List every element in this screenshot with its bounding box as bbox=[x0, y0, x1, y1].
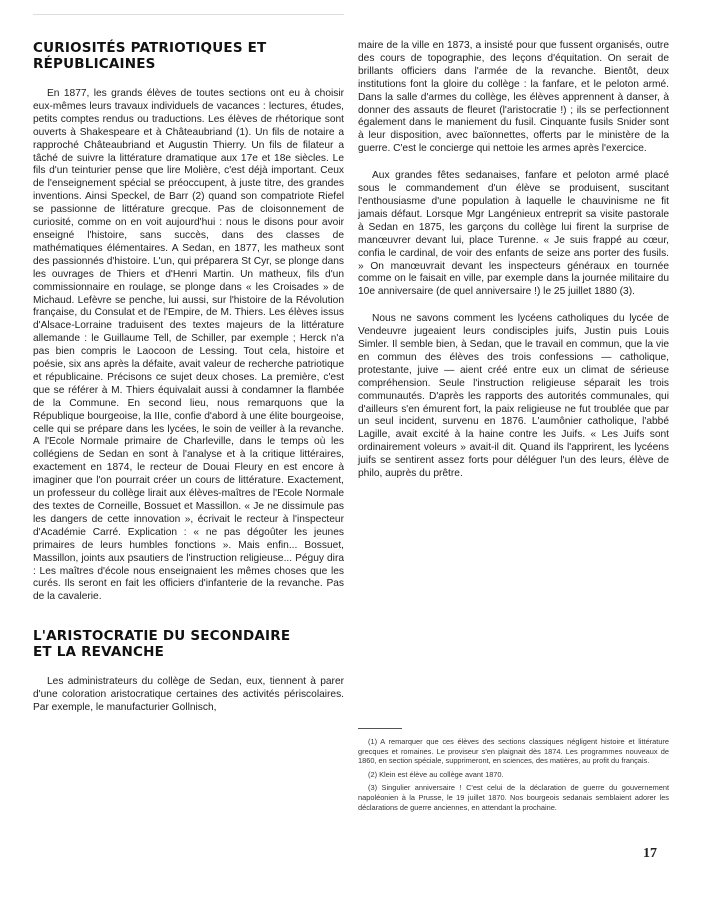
page-number: 17 bbox=[643, 846, 657, 861]
section-heading-2-line-2: ET LA REVANCHE bbox=[33, 644, 165, 661]
paragraph-gap bbox=[358, 156, 669, 170]
left-paragraph-1: En 1877, les grands élèves de toutes sections ont eu à choisir eux-mêmes leurs travaux individuels de vacances : lectures, études, petits comptes rendus ou traductions. Les élèves de rhétorique sont ouverts à Shakespeare et à Châteaubriand (1). Un fils de notaire a rapproché Châteaubriand et Augustin Thierry. Un fils de filateur a tâché de suivre la littérature dramatique aux 17e et 18e siècles. Le fils d'un teinturier pense que lire Molière, c'est déjà important. Ceux de l'enseignement spécial se préoccupent, à juste titre, des grandes inventions. Ainsi Speckel, de Barr (2) quand son compatriote Riefel se passionne de littérature grecque. Pas de cloisonnement de curiosité, comme on en voit aujourd'hui : nous le disons pour avoir enseigné l'histoire, sans succès, dans des classes de mathématiques élémentaires. A Sedan, en 1877, les matheux sont des passionnés d'histoire. L'un, qui préparera St Cyr, se plonge dans les ouvrages de Thiers et d'Henri Martin. Un matheux, fils d'un commissionnaire en roulage, se plonge dans « les Croisades » de Michaud. Lefèvre se penche, lui aussi, sur l'histoire de la Révolution française, du Consulat et de l'Empire, de M. Thiers. Les élèves issus d'Alsace-Lorraine traduisent des textes majeurs de la littérature allemande : le Guillaume Tell, de Schiller, par exemple ; Herck n'a pas bien compris le Laocoon de Lessing. Tout cela, histoire et poésie, six ans après la défaite, avait valeur de recherche patriotique et républicaine. Précisons ce sujet deux choses. La première, c'est que se référer à M. Thiers équivalait aussi à condamner la flambée de la Commune. En second lieu, nous remarquons que la République bourgeoise, la IIIe, confie d'abord à une élite bourgeoise, celle qui se prépare dans les lycées, le soin de veiller à la revanche. A l'Ecole Normale primaire de Charleville, dans le temps où les collégiens de Sedan en sont à l'analyse et à la critique littéraires, exactement en 1874, le recteur de Douai Fleury en est encore à imaginer que l'on pourrait créer un cours de littérature. Exactement, un professeur du collège lirait aux élèves-maîtres de l'Ecole Normale des textes de Corneille, Bossuet et Massillon. « Je ne dissimule pas les dangers de cette innovation », écrivait le recteur à l'inspecteur d'Académie Carré. Explication : « ne pas dégoûter les jeunes primaires de leurs humbles fonctions ». Mais enfin... Bossuet, Massillon, joints aux psautiers de l'instruction religieuse... Péguy dira : Les maîtres d'école nous enseignaient les mêmes choses que les curés. Ils seront en fait les officiers d'infanterie de la revanche. Pas de la cavalerie. bbox=[33, 88, 344, 603]
footnotes bbox=[358, 737, 669, 816]
right-paragraph-2: Aux grandes fêtes sedanaises, fanfare et peloton armé placé sous le commandement d'un élève se produisent, suscitant l'enthousiasme d'une population à laquelle le chauvinisme ne fit jamais défaut. Lorsque Mgr Langénieux entreprit sa visite pastorale à Sedan en 1875, les garçons du collège lui firent la surprise de manœuvrer devant lui, place Turenne. « Je suis frappé au cœur, confia le cardinal, de voir des enfants de seize ans porter des fusils. » On manœuvrait devant les inspecteurs généraux en tournée comme on le faisait en ville, par exemple dans la journée militaire du 10e anniversaire (de quel anniversaire !) le 25 juillet 1880 (3). bbox=[358, 170, 669, 298]
section-heading-1: CURIOSITÉS PATRIOTIQUES ET RÉPUBLICAINES bbox=[33, 40, 267, 72]
right-paragraph-1: maire de la ville en 1873, a insisté pour que fussent organisés, outre des cours de topographie, des leçons d'équitation. On serait de brillants officiers dans l'armée de la revanche. Bientôt, deux institutions font la gloire du collège : la fanfare, et le peloton armé. Dans la salle d'armes du collège, les élèves apprennent à danser, à donner des assauts de fleuret (l'aristocratie !) ; ils se perfectionnent également dans le maniement du fusil. Cinquante fusils Snider sont à leur disposition, avec baïonnettes, offerts par le ministère de la guerre. C'est le concierge qui nettoie les armes après l'exercice. bbox=[358, 40, 669, 155]
top-rule bbox=[33, 14, 344, 15]
paragraph-gap bbox=[358, 299, 669, 313]
footnote-3: (3) Singulier anniversaire ! C'est celui de la déclaration de guerre du gouvernement napoléonien à la Prusse, le 19 juillet 1870. Nos bourgeois sedanais semblaient adorer les déclarations de guerre anciennes, en attendant la prochaine. bbox=[358, 783, 669, 812]
section-heading-2-line-1: L'ARISTOCRATIE DU SECONDAIRE bbox=[33, 628, 291, 645]
right-column bbox=[358, 40, 669, 481]
right-paragraph-3: Nous ne savons comment les lycéens catholiques du lycée de Vendeuvre jugeaient leurs condisciples juifs, Justin puis Louis Simler. Il semble bien, à Sedan, que le travail en commun, que la vie en commun des élèves des trois confessions — catholique, protestante, juive — aient créé entre eux un climat de sérieuse compréhension. Seule l'instruction religieuse séparait les trois communautés. D'après les rapports des autorités communales, qui d'ailleurs s'en émurent fort, la paix religieuse ne fut troublée que par un seul incident, survenu en 1876. L'aumônier catholique, l'abbé Lagille, avait excité à la haine contre les Juifs. « Les Juifs sont ordinairement voleurs » avait-il dit. Quand ils l'apprirent, les lycéens juifs se sentirent assez forts pour déléguer l'un des leurs, élève de philo, auprès du prêtre. bbox=[358, 313, 669, 480]
footnote-2: (2) Klein est élève au collège avant 1870. bbox=[368, 769, 504, 779]
footnote-rule bbox=[358, 728, 402, 729]
left-column bbox=[33, 40, 344, 715]
left-paragraph-2: Les administrateurs du collège de Sedan, eux, tiennent à parer d'une coloration aristocratique certaines des activités périscolaires. Par exemple, le manufacturier Gollnisch, bbox=[33, 676, 344, 714]
section-heading-2 bbox=[33, 628, 344, 660]
footnote-1: (1) A remarquer que ces élèves des sections classiques négligent histoire et littérature grecques et romaines. Le proviseur s'en plaignait dès 1874. Les programmes nouveaux de 1860, en section spéciale, supprimeront, en sciences, des matières, au profit du français. bbox=[358, 737, 669, 766]
